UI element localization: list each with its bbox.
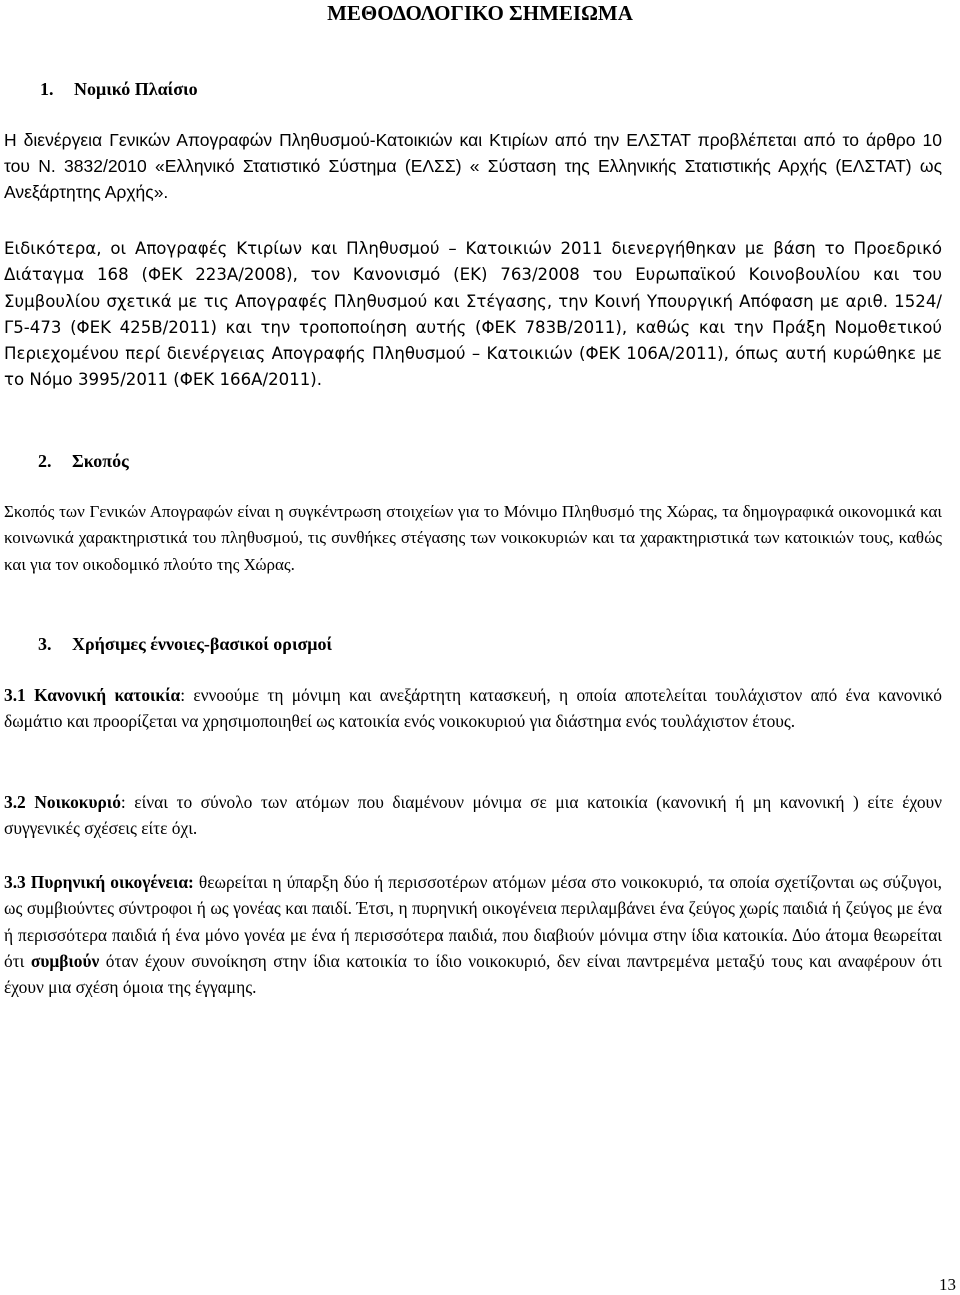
section-3-heading [38, 633, 332, 655]
definition-3-1-number: 3.1 [4, 685, 26, 705]
section-1-heading [40, 78, 198, 100]
definition-3-1-separator: : [180, 685, 186, 705]
section-1-paragraph-1: Η διενέργεια Γενικών Απογραφών Πληθυσμού-Κατοικιών και Κτιρίων από την ΕΛΣΤΑΤ προβλέπεται από το άρθρο 10 του Ν. 3832/2010 «Ελληνικό Στατιστικό Σύστημα (ΕΛΣΣ) « Σύσταση της Ελληνικής Στατιστικής Αρχής (ΕΛΣΤΑΤ) ως Ανεξάρτητης Αρχής». [4, 130, 942, 202]
section-2-heading [38, 450, 129, 472]
section-2-number: 2. [38, 451, 52, 471]
document-title: ΜΕΘΟΔΟΛΟΓΙΚΟ ΣΗΜΕΙΩΜΑ [327, 1, 633, 25]
section-1-number: 1. [40, 79, 54, 99]
section-3-title: Χρήσιμες έννοιες-βασικοί ορισμοί [72, 634, 333, 654]
definition-3-2-term: Νοικοκυριό [34, 792, 121, 812]
definition-3-3-text-a: θεωρείται η ύπαρξη δύο ή περισσοτέρων ατόμων μέσα στο νοικοκυριό, τα οποία σχετίζονται ως σύζυγοι, ως συμβιούντες σύντροφοι ή ως γονέας και παιδί. Έτσι, η πυρηνική οικογένεια περιλαμβάνει ένα ζεύγος χωρίς παιδιά ή ζεύγος με ένα ή περισσότερα παιδιά ή ένα μόνο γονέα με ένα ή περισσότερα παιδιά, που διαβιούν μόνιμα στην ίδια κατοικία. Δύο άτομα θεωρείται ότι [4, 872, 942, 971]
definition-3-3-text-b: όταν έχουν συνοίκηση στην ίδια κατοικία το ίδιο νοικοκυριό, δεν είναι παντρεμένα μεταξύ τους και αναφέρουν ότι έχουν μια σχέση όμοια της έγγαμης. [4, 950, 942, 998]
definition-3-1-text: εννοούμε τη μόνιμη και ανεξάρτητη κατασκευή, η οποία αποτελείται τουλάχιστον από ένα κανονικό δωμάτιο και προορίζεται να χρησιμοποιηθεί ως κατοικία ενός νοικοκυριού για διάστημα ενός τουλάχιστον έτους. [4, 685, 943, 732]
section-2-title: Σκοπός [72, 451, 129, 471]
definition-3-2-text: : είναι το σύνολο των ατόμων που διαμένουν μόνιμα σε μια κατοικία (κανονική ή μη κανονική ) είτε έχουν συγγενικές σχέσεις είτε όχι. [4, 792, 942, 839]
definition-3-1-term: Κανονική κατοικία [34, 685, 181, 705]
section-3-number: 3. [38, 634, 52, 654]
definition-3-2 [4, 789, 942, 842]
section-1-title: Νομικό Πλαίσιο [74, 79, 198, 99]
definition-3-2-number: 3.2 [4, 792, 26, 812]
definition-3-1 [4, 682, 942, 735]
section-2-paragraph: Σκοπός των Γενικών Απογραφών είναι η συγκέντρωση στοιχείων για το Μόνιμο Πληθυσμό της Χώρας, τα δημογραφικά οικονομικά και κοινωνικά χαρακτηριστικά του πληθυσμού, τις συνθήκες στέγασης των νοικοκυριών και τα χαρακτηριστικά των κατοικιών τους, καθώς και για τον οικοδομικό πλούτο της Χώρας. [4, 502, 942, 574]
definition-3-3-term: Πυρηνική οικογένεια: [30, 872, 194, 892]
definition-3-3-bold-word: συμβιούν [30, 950, 100, 971]
section-1-paragraph-2: Ειδικότερα, οι Απογραφές Κτιρίων και Πληθυσμού – Κατοικιών 2011 διενεργήθηκαν με βάση το Προεδρικό Διάταγμα 168 (ΦΕΚ 223Α/2008), τον Κανονισμό (ΕΚ) 763/2008 του Ευρωπαϊκού Κοινοβουλίου και του Συμβουλίου σχετικά με τις Απογραφές Πληθυσμού και Στέγασης, την Κοινή Υπουργική Απόφαση με αριθ. 1524/Γ5-473 (ΦΕΚ 425Β/2011) και την τροποποίηση αυτής (ΦΕΚ 783Β/2011), καθώς και την Πράξη Νομοθετικού Περιεχομένου περί διενέργειας Απογραφής Πληθυσμού – Κατοικιών (ΦΕΚ 106Α/2011), όπως αυτή κυρώθηκε με το Νόμο 3995/2011 (ΦΕΚ 166Α/2011). [4, 239, 942, 390]
definition-3-3-number: 3.3 [4, 872, 26, 892]
page-number: 13 [939, 1275, 956, 1294]
definition-3-3 [4, 869, 942, 1000]
